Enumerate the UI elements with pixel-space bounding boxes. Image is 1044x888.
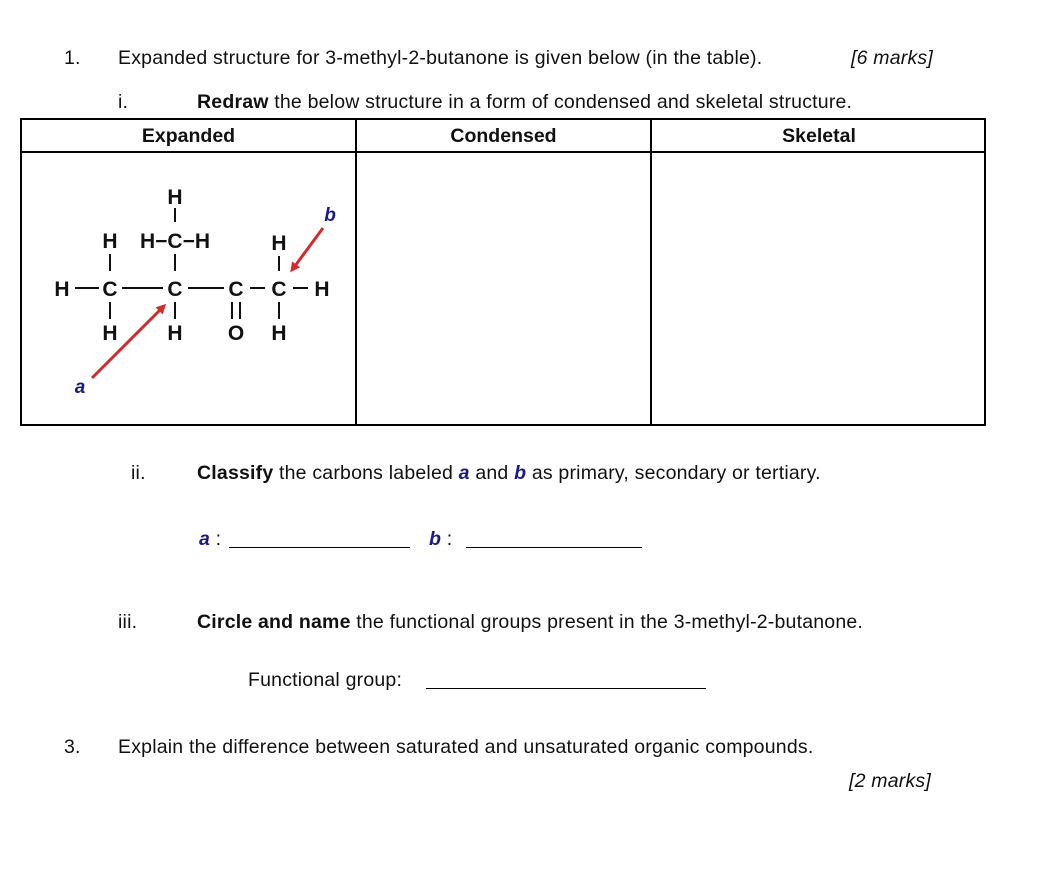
part-ii-label-a: a: [458, 462, 470, 484]
header-condensed: Condensed: [450, 125, 557, 147]
atom-h-c1-bottom: H: [102, 322, 118, 345]
atom-o: O: [227, 322, 245, 345]
atom-c4: C: [271, 278, 287, 301]
answer-b-blank[interactable]: [466, 547, 642, 548]
part-ii-instruction-and: and: [469, 462, 515, 484]
label-b: b: [324, 205, 336, 226]
label-a: a: [74, 377, 86, 398]
part-ii-number: ii.: [131, 462, 146, 484]
part-ii-instruction: [197, 462, 821, 485]
question-3-marks: [2 marks]: [849, 770, 931, 792]
part-iii-instruction-bold: Circle and name: [197, 611, 351, 633]
atom-c3: C: [228, 278, 244, 301]
question-3-text: Explain the difference between saturated and unsaturated organic compounds.: [118, 736, 814, 758]
atom-h-left: H: [54, 278, 70, 301]
arrow-b: [292, 228, 323, 270]
part-ii-instruction-pre: the carbons labeled: [273, 462, 459, 484]
question-1-text: Expanded structure for 3-methyl-2-butanone is given below (in the table).: [118, 47, 763, 69]
answer-a-label: [199, 528, 221, 551]
part-ii-instruction-bold: Classify: [197, 462, 274, 484]
atom-c1: C: [102, 278, 118, 301]
question-1-number: 1.: [64, 47, 81, 69]
part-iii-instruction: [197, 611, 863, 634]
answer-b-letter: b: [429, 528, 442, 550]
atom-c2: C: [167, 278, 183, 301]
atom-h-top: H: [167, 186, 183, 209]
header-expanded: Expanded: [141, 125, 236, 147]
atom-h-c4-bottom: H: [271, 322, 287, 345]
part-ii-instruction-post: as primary, secondary or tertiary.: [526, 462, 821, 484]
question-3-number: 3.: [64, 736, 81, 758]
part-iii-number: iii.: [118, 611, 138, 633]
answer-b-colon: :: [441, 528, 453, 550]
answer-a-letter: a: [199, 528, 211, 550]
answer-a-blank[interactable]: [229, 547, 410, 548]
question-1-marks: [6 marks]: [851, 47, 933, 69]
atom-h-c4-top: H: [271, 232, 287, 255]
atom-h-right: H: [314, 278, 330, 301]
answer-b-label: [429, 528, 452, 551]
part-i-number: i.: [118, 91, 129, 113]
atom-h-c1-top: H: [102, 230, 118, 253]
functional-group-blank[interactable]: [426, 688, 706, 689]
methyl-h-c-h: H−C−H: [139, 230, 211, 253]
part-iii-instruction-rest: the functional groups present in the 3-methyl-2-butanone.: [350, 611, 864, 633]
functional-group-label: Functional group:: [248, 669, 403, 691]
atom-h-c2-bottom: H: [167, 322, 183, 345]
answer-a-colon: :: [210, 528, 222, 550]
part-i-instruction-bold: Redraw: [197, 91, 269, 113]
header-skeletal: Skeletal: [782, 125, 856, 147]
part-ii-label-b: b: [514, 462, 527, 484]
part-i-instruction-rest: the below structure in a form of condensed and skeletal structure.: [268, 91, 853, 113]
